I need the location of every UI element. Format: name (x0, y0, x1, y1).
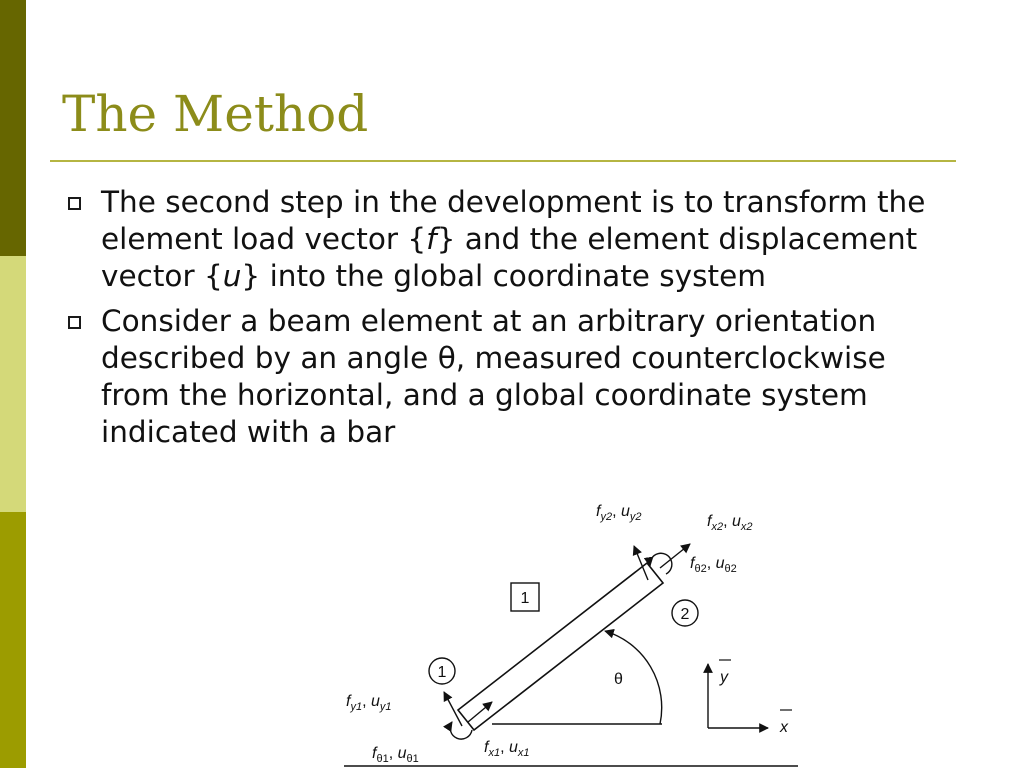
element-number: 1 (520, 590, 530, 607)
bullet-list (62, 184, 962, 459)
bullet-text: Consider a beam element at an arbitrary orientation described by an angle θ, measured counterclockwise from the horizontal, and a global coordinate system indicated with a bar (101, 304, 886, 449)
beam-element-figure (340, 492, 800, 768)
square-bullet-icon (68, 316, 81, 329)
fx1-label: $f_{x1}$, $u_{x1}$ (484, 739, 530, 759)
bullet-item (62, 303, 962, 451)
node-2-label: 2 (680, 606, 690, 623)
ftheta2-label: $f_{\theta 2}$, $u_{\theta 2}$ (690, 555, 737, 575)
fx2-label: $f_{x2}$, $u_{x2}$ (707, 513, 753, 533)
global-y-label: y (720, 669, 728, 686)
node-1-label: 1 (437, 664, 447, 681)
sidebar-decoration (0, 0, 26, 768)
fy1-label: $f_{y1}$, $u_{y1}$ (346, 693, 392, 713)
fy2-label: $f_{y2}$, $u_{y2}$ (596, 503, 642, 523)
bullet-text: The second step in the development is to transform the element load vector {f} and the element displacement vector {u} into the global coordinate system (101, 185, 926, 293)
global-x-label: x (780, 719, 788, 736)
beam-diagram (340, 492, 800, 768)
sidebar-block-middle (0, 256, 26, 512)
bullet-item (62, 184, 962, 295)
title-underline (50, 160, 956, 162)
sidebar-block-top (0, 0, 26, 256)
sidebar-block-bottom (0, 512, 26, 768)
slide-title: The Method (62, 85, 369, 143)
fx2-arrow (660, 544, 690, 568)
ftheta1-label: $f_{\theta 1}$, $u_{\theta 1}$ (372, 745, 419, 765)
angle-label: θ (614, 671, 623, 688)
square-bullet-icon (68, 197, 81, 210)
